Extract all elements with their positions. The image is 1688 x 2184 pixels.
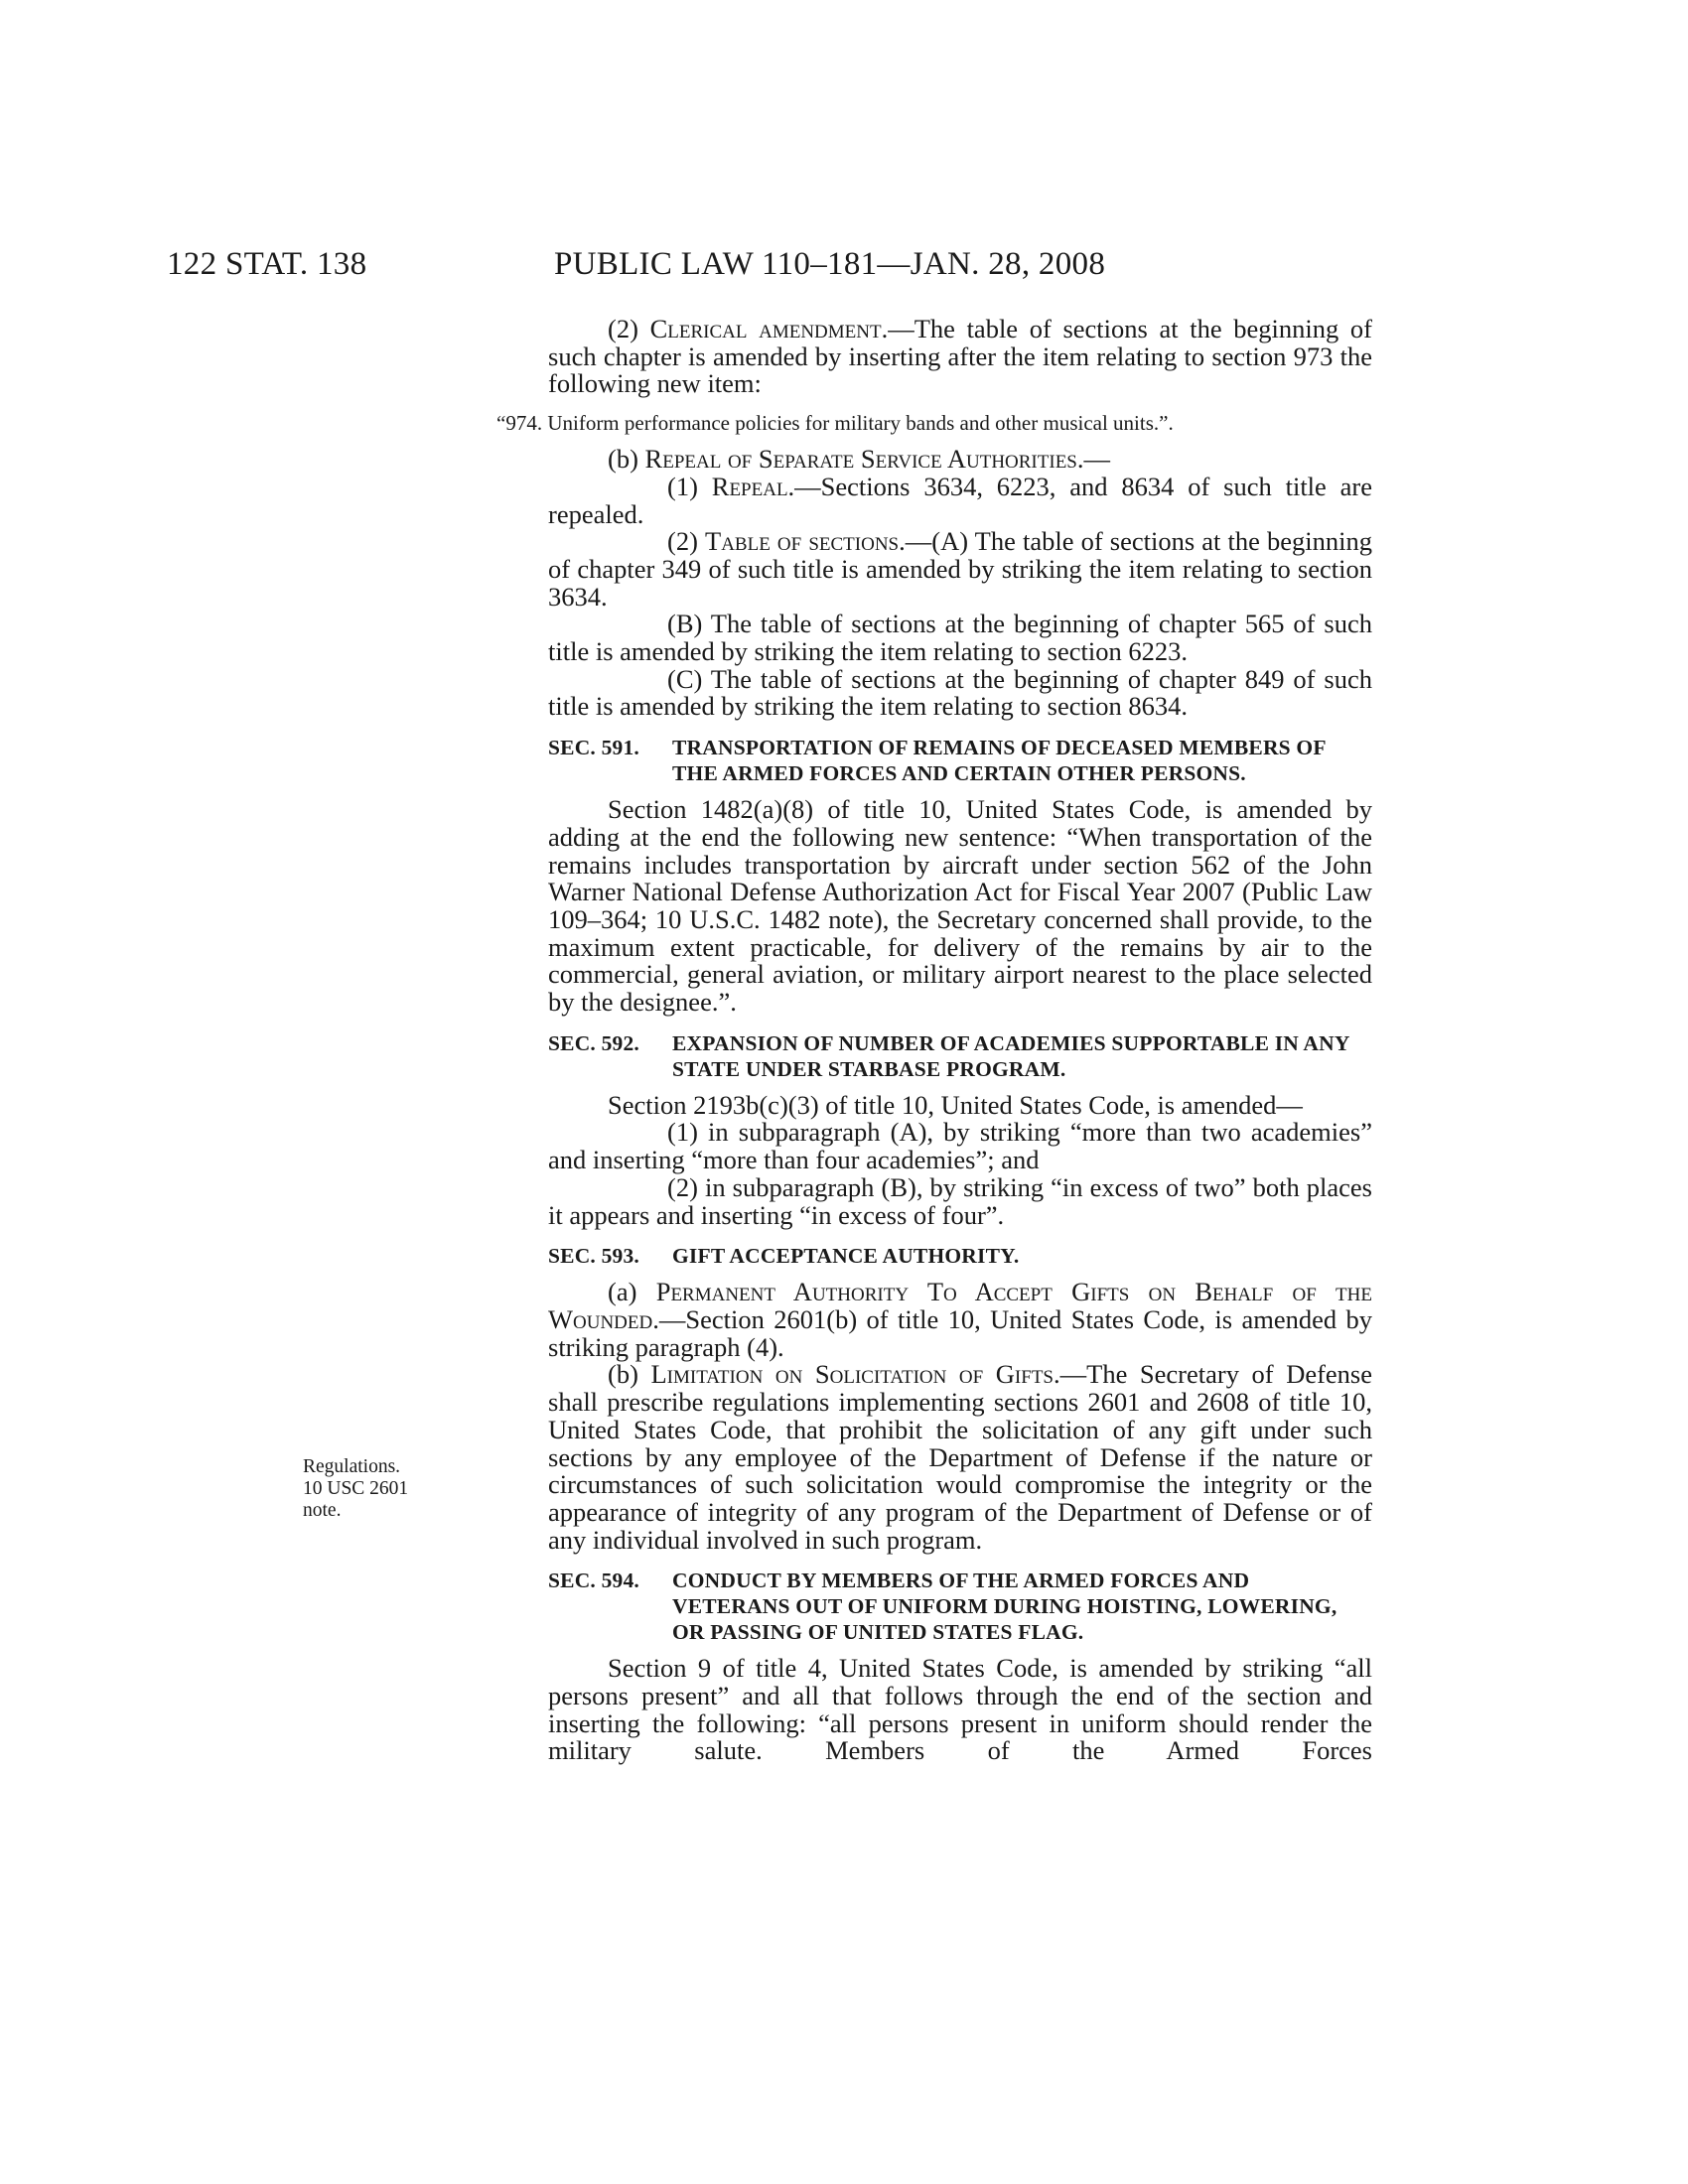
subparagraph-B: (B) The table of sections at the beginning of chapter 565 of such title is amended by striking the item relating to section 6223. xyxy=(548,609,1372,667)
paragraph-text: .—The table of sections at the beginning of such chapter is amended by inserting after the item relating to section 973 the following new item: xyxy=(548,314,1372,399)
subsection-label: Repeal of Separate Service Authorities xyxy=(644,444,1077,475)
item-text: (1) in subparagraph (A), by striking “more than two academies” and inserting “more than four academies”; and xyxy=(548,1117,1372,1175)
running-head-law-title: PUBLIC LAW 110–181—JAN. 28, 2008 xyxy=(554,246,1106,282)
section-593-subsection-a xyxy=(548,1279,1372,1361)
document-body xyxy=(496,314,1373,1766)
margin-note-line: note. xyxy=(303,1500,342,1521)
clerical-amendment-paragraph xyxy=(548,316,1372,398)
subsection-number: (a) xyxy=(608,1277,656,1307)
paragraph-number: (2) xyxy=(667,526,706,557)
section-592-intro: Section 2193b(c)(3) of title 10, United States Code, is amended— xyxy=(608,1089,1303,1120)
section-title: EXPANSION OF NUMBER OF ACADEMIES SUPPORTABLE IN ANY STATE UNDER STARBASE PROGRAM. xyxy=(672,1030,1349,1081)
paragraph-b2 xyxy=(548,528,1372,611)
section-592-item-2 xyxy=(548,1171,1372,1230)
statute-page-reference: 122 STAT. 138 xyxy=(167,246,367,282)
margin-note xyxy=(303,1456,442,1522)
table-of-sections-item: “974. Uniform performance policies for military bands and other musical units.”. xyxy=(496,411,1174,436)
paragraph-label: Repeal xyxy=(711,471,788,501)
paragraph-text: .—Sections 3634, 6223, and 8634 of such title are repealed. xyxy=(548,471,1372,529)
section-593-heading xyxy=(548,1243,1372,1269)
subsection-b-heading xyxy=(548,446,1372,474)
section-593-subsection-b xyxy=(548,1361,1372,1554)
margin-note-line: Regulations. xyxy=(303,1456,401,1477)
section-title: GIFT ACCEPTANCE AUTHORITY. xyxy=(672,1244,1020,1269)
section-title: CONDUCT BY MEMBERS OF THE ARMED FORCES AND VETERANS OUT OF UNIFORM DURING HOISTING, LOWERING, OR PASSING OF UNITED STATES FLAG. xyxy=(672,1569,1337,1645)
paragraph-number: (2) xyxy=(608,314,650,343)
section-591-heading xyxy=(548,735,1372,786)
section-number: SEC. 591. xyxy=(548,736,639,760)
subsection-number: (b) xyxy=(608,444,645,475)
paragraph-number: (1) xyxy=(667,471,712,501)
item-text: (2) in subparagraph (B), by striking “in excess of two” both places it appears and inserting “in excess of four”. xyxy=(548,1171,1372,1230)
subsection-label: Permanent Authority To Accept Gifts on Behalf of the Wounded xyxy=(548,1277,1372,1334)
paragraph-label: Clerical amendment xyxy=(649,314,882,343)
subsection-text: .—Section 2601(b) of title 10, United States Code, is amended by striking paragraph (4). xyxy=(548,1303,1372,1362)
section-592-item-1 xyxy=(548,1119,1372,1173)
section-number: SEC. 593. xyxy=(548,1244,639,1269)
margin-note-line: 10 USC 2601 xyxy=(303,1478,409,1499)
subsection-number: (b) xyxy=(608,1359,651,1390)
subparagraph-C: (C) The table of sections at the beginning of chapter 849 of such title is amended by striking the item relating to section 8634. xyxy=(548,663,1372,722)
section-594-heading xyxy=(548,1568,1372,1645)
paragraph-b1 xyxy=(548,471,1372,529)
section-number: SEC. 592. xyxy=(548,1030,639,1055)
paragraph-label: Table of sections xyxy=(705,526,900,557)
page-header xyxy=(0,246,1688,286)
subsection-text: .—The Secretary of Defense shall prescribe regulations implementing sections 2601 and 2608 of title 10, United States Code, that prohibit the solicitation of any gift under such sections by any employee of the Department of Defense if the nature or circumstances of such solicitation would compromise the integrity or the appearance of integrity of any program of the Department of Defense or of any individual involved in such program. xyxy=(548,1359,1373,1555)
subsection-dash: .— xyxy=(1076,444,1110,475)
section-591-text: Section 1482(a)(8) of title 10, United States Code, is amended by adding at the end the following new sentence: “When transportation of the remains includes transportation by aircraft under section 562 of the John Warner National Defense Authorization Act for Fiscal Year 2007 (Public Law 109–364; 10 U.S.C. 1482 note), the Secretary concerned shall provide, to the maximum extent practicable, for delivery of the remains by air to the commercial, general aviation, or military airport nearest to the place selected by the designee.”. xyxy=(548,794,1372,1018)
section-594-text: Section 9 of title 4, United States Code, is amended by striking “all persons present” and all that follows through the end of the section and inserting the following: “all persons present in uniform should render the military salute. Members of the Armed Forces xyxy=(548,1653,1372,1766)
paragraph-text: .—(A) The table of sections at the beginning of chapter 349 of such title is amended by striking the item relating to section 3634. xyxy=(548,526,1372,612)
subsection-label: Limitation on Solicitation of Gifts xyxy=(650,1359,1055,1390)
section-title: TRANSPORTATION OF REMAINS OF DECEASED MEMBERS OF THE ARMED FORCES AND CERTAIN OTHER PERSONS. xyxy=(672,736,1326,786)
section-number: SEC. 594. xyxy=(548,1569,639,1593)
section-592-heading xyxy=(548,1030,1372,1082)
